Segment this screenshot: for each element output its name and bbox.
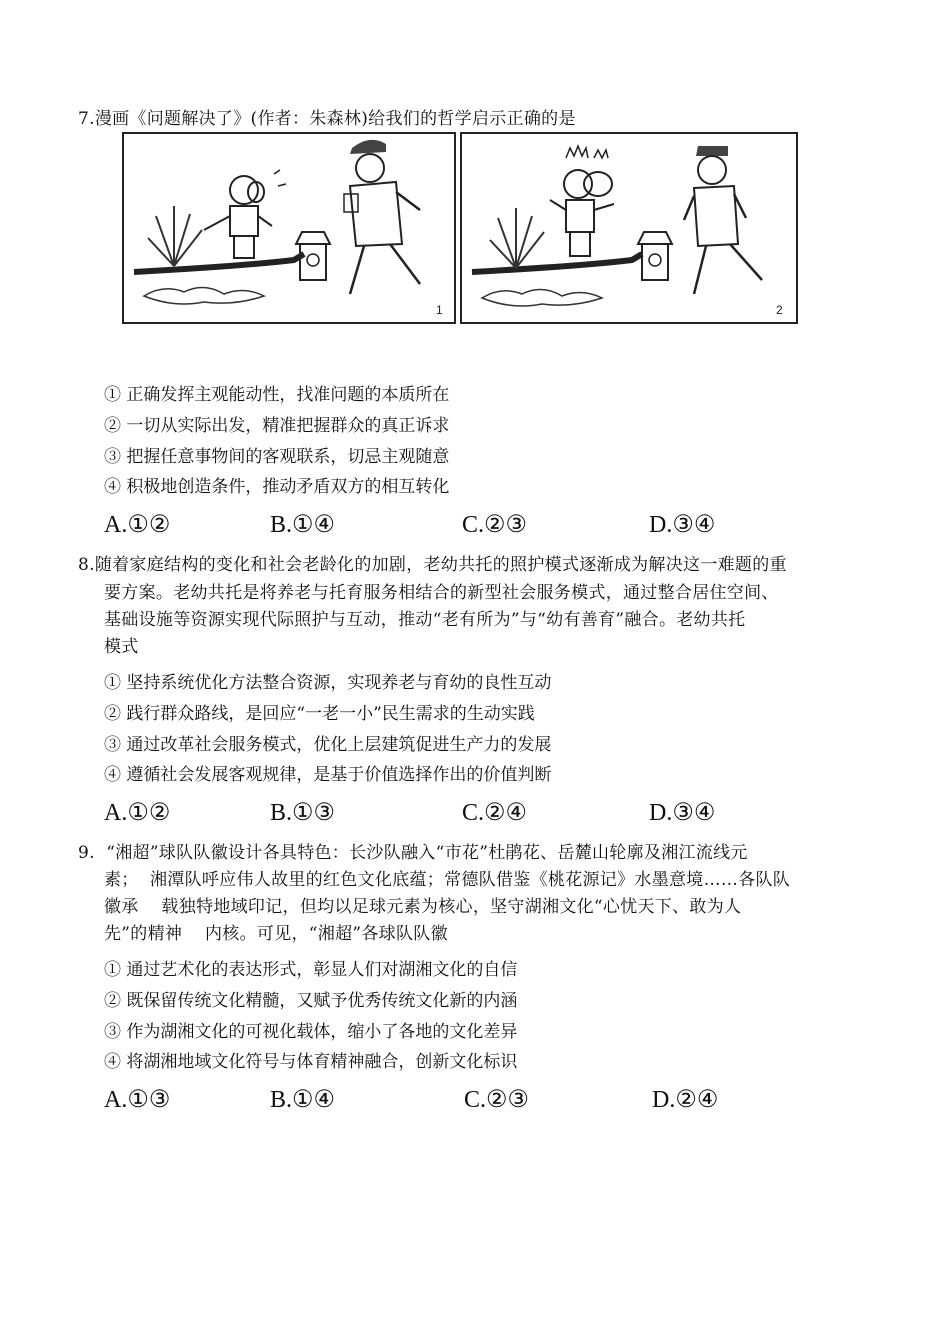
cartoon-panel-1 (122, 132, 456, 324)
q9-choice-d[interactable]: D.②④ (652, 1087, 719, 1113)
q9-option-4: ④ 将湖湘地域文化符号与体育精神融合，创新文化标识 (104, 1052, 518, 1072)
q7-choice-a[interactable]: A.①② (104, 512, 171, 538)
cartoon-panel-2 (460, 132, 798, 324)
q8-stem-line-4: 模式 (104, 637, 139, 657)
q8-choice-d[interactable]: D.③④ (649, 800, 716, 826)
q9-stem-line-4: 先”的精神 内核。可见，“湘超”各球队队徽 (104, 924, 448, 944)
q9-option-1: ① 通过艺术化的表达形式，彰显人们对湖湘文化的自信 (104, 960, 518, 980)
q8-choice-c[interactable]: C.②④ (462, 800, 528, 826)
q9-option-3: ③ 作为湖湘文化的可视化载体，缩小了各地的文化差异 (104, 1022, 518, 1042)
cartoon-panel-1-number: 1 (436, 303, 443, 317)
cartoon (122, 132, 798, 326)
q7-choice-d[interactable]: D.③④ (649, 512, 716, 538)
q9-stem-line-1: 9. “湘超”球队队徽设计各具特色：长沙队融入“市花”杜鹃花、岳麓山轮廓及湘江流线元 (78, 843, 748, 863)
q8-option-1: ① 坚持系统优化方法整合资源，实现养老与育幼的良性互动 (104, 673, 552, 693)
q9-stem-line-3: 徽承 载独特地域印记，但均以足球元素为核心，坚守湖湘文化“心忧天下、敢为人 (104, 897, 742, 917)
q9-option-2: ② 既保留传统文化精髓，又赋予优秀传统文化新的内涵 (104, 991, 518, 1011)
q8-option-2: ② 践行群众路线，是回应“一老一小”民生需求的生动实践 (104, 704, 535, 724)
cartoon-panel-1-drawing (124, 134, 454, 322)
q8-stem-line-2: 要方案。老幼共托是将养老与托育服务相结合的新型社会服务模式，通过整合居住空间、 (104, 583, 779, 603)
q8-choice-b[interactable]: B.①③ (270, 800, 336, 826)
q8-option-3: ③ 通过改革社会服务模式，优化上层建筑促进生产力的发展 (104, 735, 552, 755)
q9-choice-c[interactable]: C.②③ (464, 1087, 530, 1113)
cartoon-panel-2-number: 2 (776, 303, 783, 317)
q8-stem-line-1: 8.随着家庭结构的变化和社会老龄化的加剧，老幼共托的照护模式逐渐成为解决这一难题的重 (78, 555, 787, 575)
q9-stem-line-2: 素； 湘潭队呼应伟人故里的红色文化底蕴；常德队借鉴《桃花源记》水墨意境……各队队 (104, 870, 791, 890)
q7-option-1: ① 正确发挥主观能动性，找准问题的本质所在 (104, 385, 450, 405)
q7-option-4: ④ 积极地创造条件，推动矛盾双方的相互转化 (104, 477, 450, 497)
q7-option-3: ③ 把握任意事物间的客观联系，切忌主观随意 (104, 447, 450, 467)
q7-option-2: ② 一切从实际出发，精准把握群众的真正诉求 (104, 416, 450, 436)
q8-choice-a[interactable]: A.①② (104, 800, 171, 826)
q8-option-4: ④ 遵循社会发展客观规律，是基于价值选择作出的价值判断 (104, 765, 552, 785)
cartoon-panel-2-drawing (462, 134, 796, 322)
q7-choice-c[interactable]: C.②③ (462, 512, 528, 538)
q7-stem: 7.漫画《问题解决了》(作者：朱森林)给我们的哲学启示正确的是 (78, 109, 576, 129)
q8-stem-line-3: 基础设施等资源实现代际照护与互动，推动“老有所为”与“幼有善育”融合。老幼共托 (104, 610, 746, 630)
q7-choice-b[interactable]: B.①④ (270, 512, 336, 538)
q9-choice-b[interactable]: B.①④ (270, 1087, 336, 1113)
q9-choice-a[interactable]: A.①③ (104, 1087, 171, 1113)
